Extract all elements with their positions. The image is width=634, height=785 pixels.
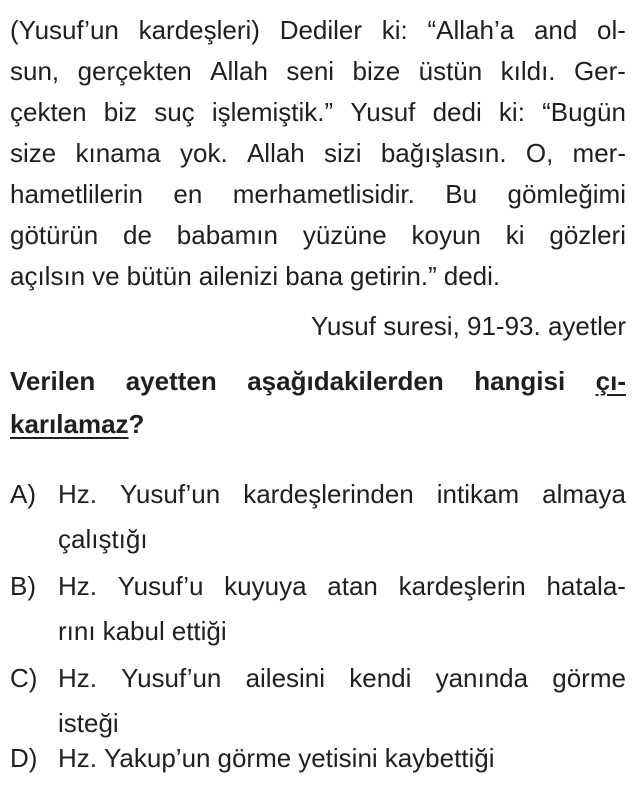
question-line [10, 403, 626, 446]
passage-word: ki [505, 220, 525, 250]
question-word: ayetten [125, 366, 217, 396]
passage-word: sizi [324, 138, 362, 168]
option-word: yanında [435, 663, 529, 693]
passage-word: ailenizi [198, 261, 279, 291]
passage-word: Bu [445, 179, 478, 209]
passage-word: sun, [10, 56, 60, 86]
option-letter: B) [10, 571, 36, 601]
passage-word: kınama [75, 138, 161, 168]
option-word: Hz. [58, 479, 97, 509]
option-line [58, 658, 626, 698]
option-word: Hz. [58, 663, 97, 693]
passage-word: bize [352, 56, 401, 86]
passage-word: size [10, 138, 57, 168]
option-line [58, 566, 626, 606]
passage-word: kıldı. [500, 56, 556, 86]
passage-word: gerçekten [77, 56, 192, 86]
option-word: ettiği [171, 616, 227, 646]
answer-option[interactable] [10, 738, 626, 783]
option-line [58, 474, 626, 514]
passage-word: işlemiştik.” [211, 97, 334, 127]
passage-word: açılsın [10, 261, 86, 291]
passage-word: hametlilerin [10, 179, 143, 209]
passage-word: dedi. [443, 261, 501, 291]
passage-word: çekten [10, 97, 87, 127]
passage-source: Yusuf suresi, 91-93. ayetler [310, 311, 626, 341]
question-word: Verilen [10, 366, 96, 396]
option-word: Hz. [58, 743, 97, 773]
option-word: görme [217, 743, 292, 773]
passage-line [10, 133, 626, 173]
passage-word: O, [525, 138, 554, 168]
passage-word: “Bugün [542, 97, 626, 127]
passage-line [10, 215, 626, 255]
passage-word: suç [154, 97, 195, 127]
passage-word: “Allah’a [427, 15, 515, 45]
option-word: kaybettiği [384, 743, 495, 773]
passage-word: getirin.” [350, 261, 437, 291]
option-word: Yusuf’un [120, 479, 221, 509]
option-word: kendi [349, 663, 412, 693]
option-word: kuyuya [224, 571, 307, 601]
option-word: yetisini [298, 743, 378, 773]
passage-line [10, 92, 626, 132]
passage-word: gözleri [549, 220, 626, 250]
option-word: çalıştığı [58, 524, 148, 554]
option-word: intikam [436, 479, 520, 509]
passage-word: ki: [498, 97, 525, 127]
passage-line [10, 10, 626, 50]
option-line [58, 519, 626, 559]
option-letter: C) [10, 663, 38, 693]
passage-word: mer- [572, 138, 626, 168]
option-line [58, 611, 626, 651]
passage-word: Ger- [573, 56, 626, 86]
passage-word: gömleğimi [507, 179, 626, 209]
passage-line [10, 51, 626, 91]
passage-word: üstün [418, 56, 483, 86]
question-emphasis: çı- [595, 366, 626, 396]
passage-word: bana [285, 261, 344, 291]
option-word: Yusuf’un [121, 663, 222, 693]
option-word: isteği [58, 708, 119, 738]
question-word: aşağıdakilerden [247, 366, 444, 396]
option-word: Hz. [58, 571, 97, 601]
passage-word: and [533, 15, 578, 45]
option-line [58, 738, 626, 778]
passage-word: koyun [411, 220, 481, 250]
passage-word: Yusuf [350, 97, 416, 127]
option-word: hatala- [546, 571, 626, 601]
passage-word: yok. [180, 138, 228, 168]
passage-word: biz [103, 97, 138, 127]
passage-word: seni [286, 56, 335, 86]
option-word: kabul [102, 616, 165, 646]
passage-word: Allah [246, 138, 305, 168]
passage-word: ve [92, 261, 120, 291]
option-word: atan [327, 571, 378, 601]
question-stem [10, 360, 626, 446]
option-word: rını [58, 616, 96, 646]
passage-word: götürün [10, 220, 99, 250]
answer-option[interactable] [10, 474, 626, 564]
option-word: kardeşlerin [398, 571, 526, 601]
passage-word: ki: [381, 15, 408, 45]
option-word: Yusuf’u [117, 571, 204, 601]
option-letter: A) [10, 479, 36, 509]
option-word: kardeşlerinden [243, 479, 414, 509]
passage-word: yüzüne [302, 220, 387, 250]
passage-word: de [123, 220, 152, 250]
passage-line [10, 174, 626, 214]
question-word: hangisi [474, 366, 566, 396]
passage-word: bağışlasın. [380, 138, 507, 168]
option-word: ailesini [245, 663, 326, 693]
option-word: almaya [542, 479, 626, 509]
option-word: Yakup’un [104, 743, 211, 773]
passage-word: Dediler [279, 15, 363, 45]
answer-option[interactable] [10, 658, 626, 748]
answer-option[interactable] [10, 566, 626, 656]
passage-word: Allah [210, 56, 268, 86]
question-line [10, 360, 626, 403]
passage-word: kardeşleri) [138, 15, 260, 45]
option-word: görme [552, 663, 626, 693]
option-line [58, 703, 626, 743]
passage-word: (Yusuf’un [10, 15, 119, 45]
passage-word: dedi [432, 97, 482, 127]
passage-word: bütün [126, 261, 192, 291]
option-letter: D) [10, 743, 38, 773]
question-mark: ? [128, 409, 145, 439]
passage-line [10, 256, 626, 296]
passage-word: ol- [597, 15, 626, 45]
passage-word: en [173, 179, 203, 209]
passage-word: merhametlisidir. [232, 179, 415, 209]
passage-word: babamın [176, 220, 278, 250]
question-emphasis: karılamaz [10, 409, 129, 439]
